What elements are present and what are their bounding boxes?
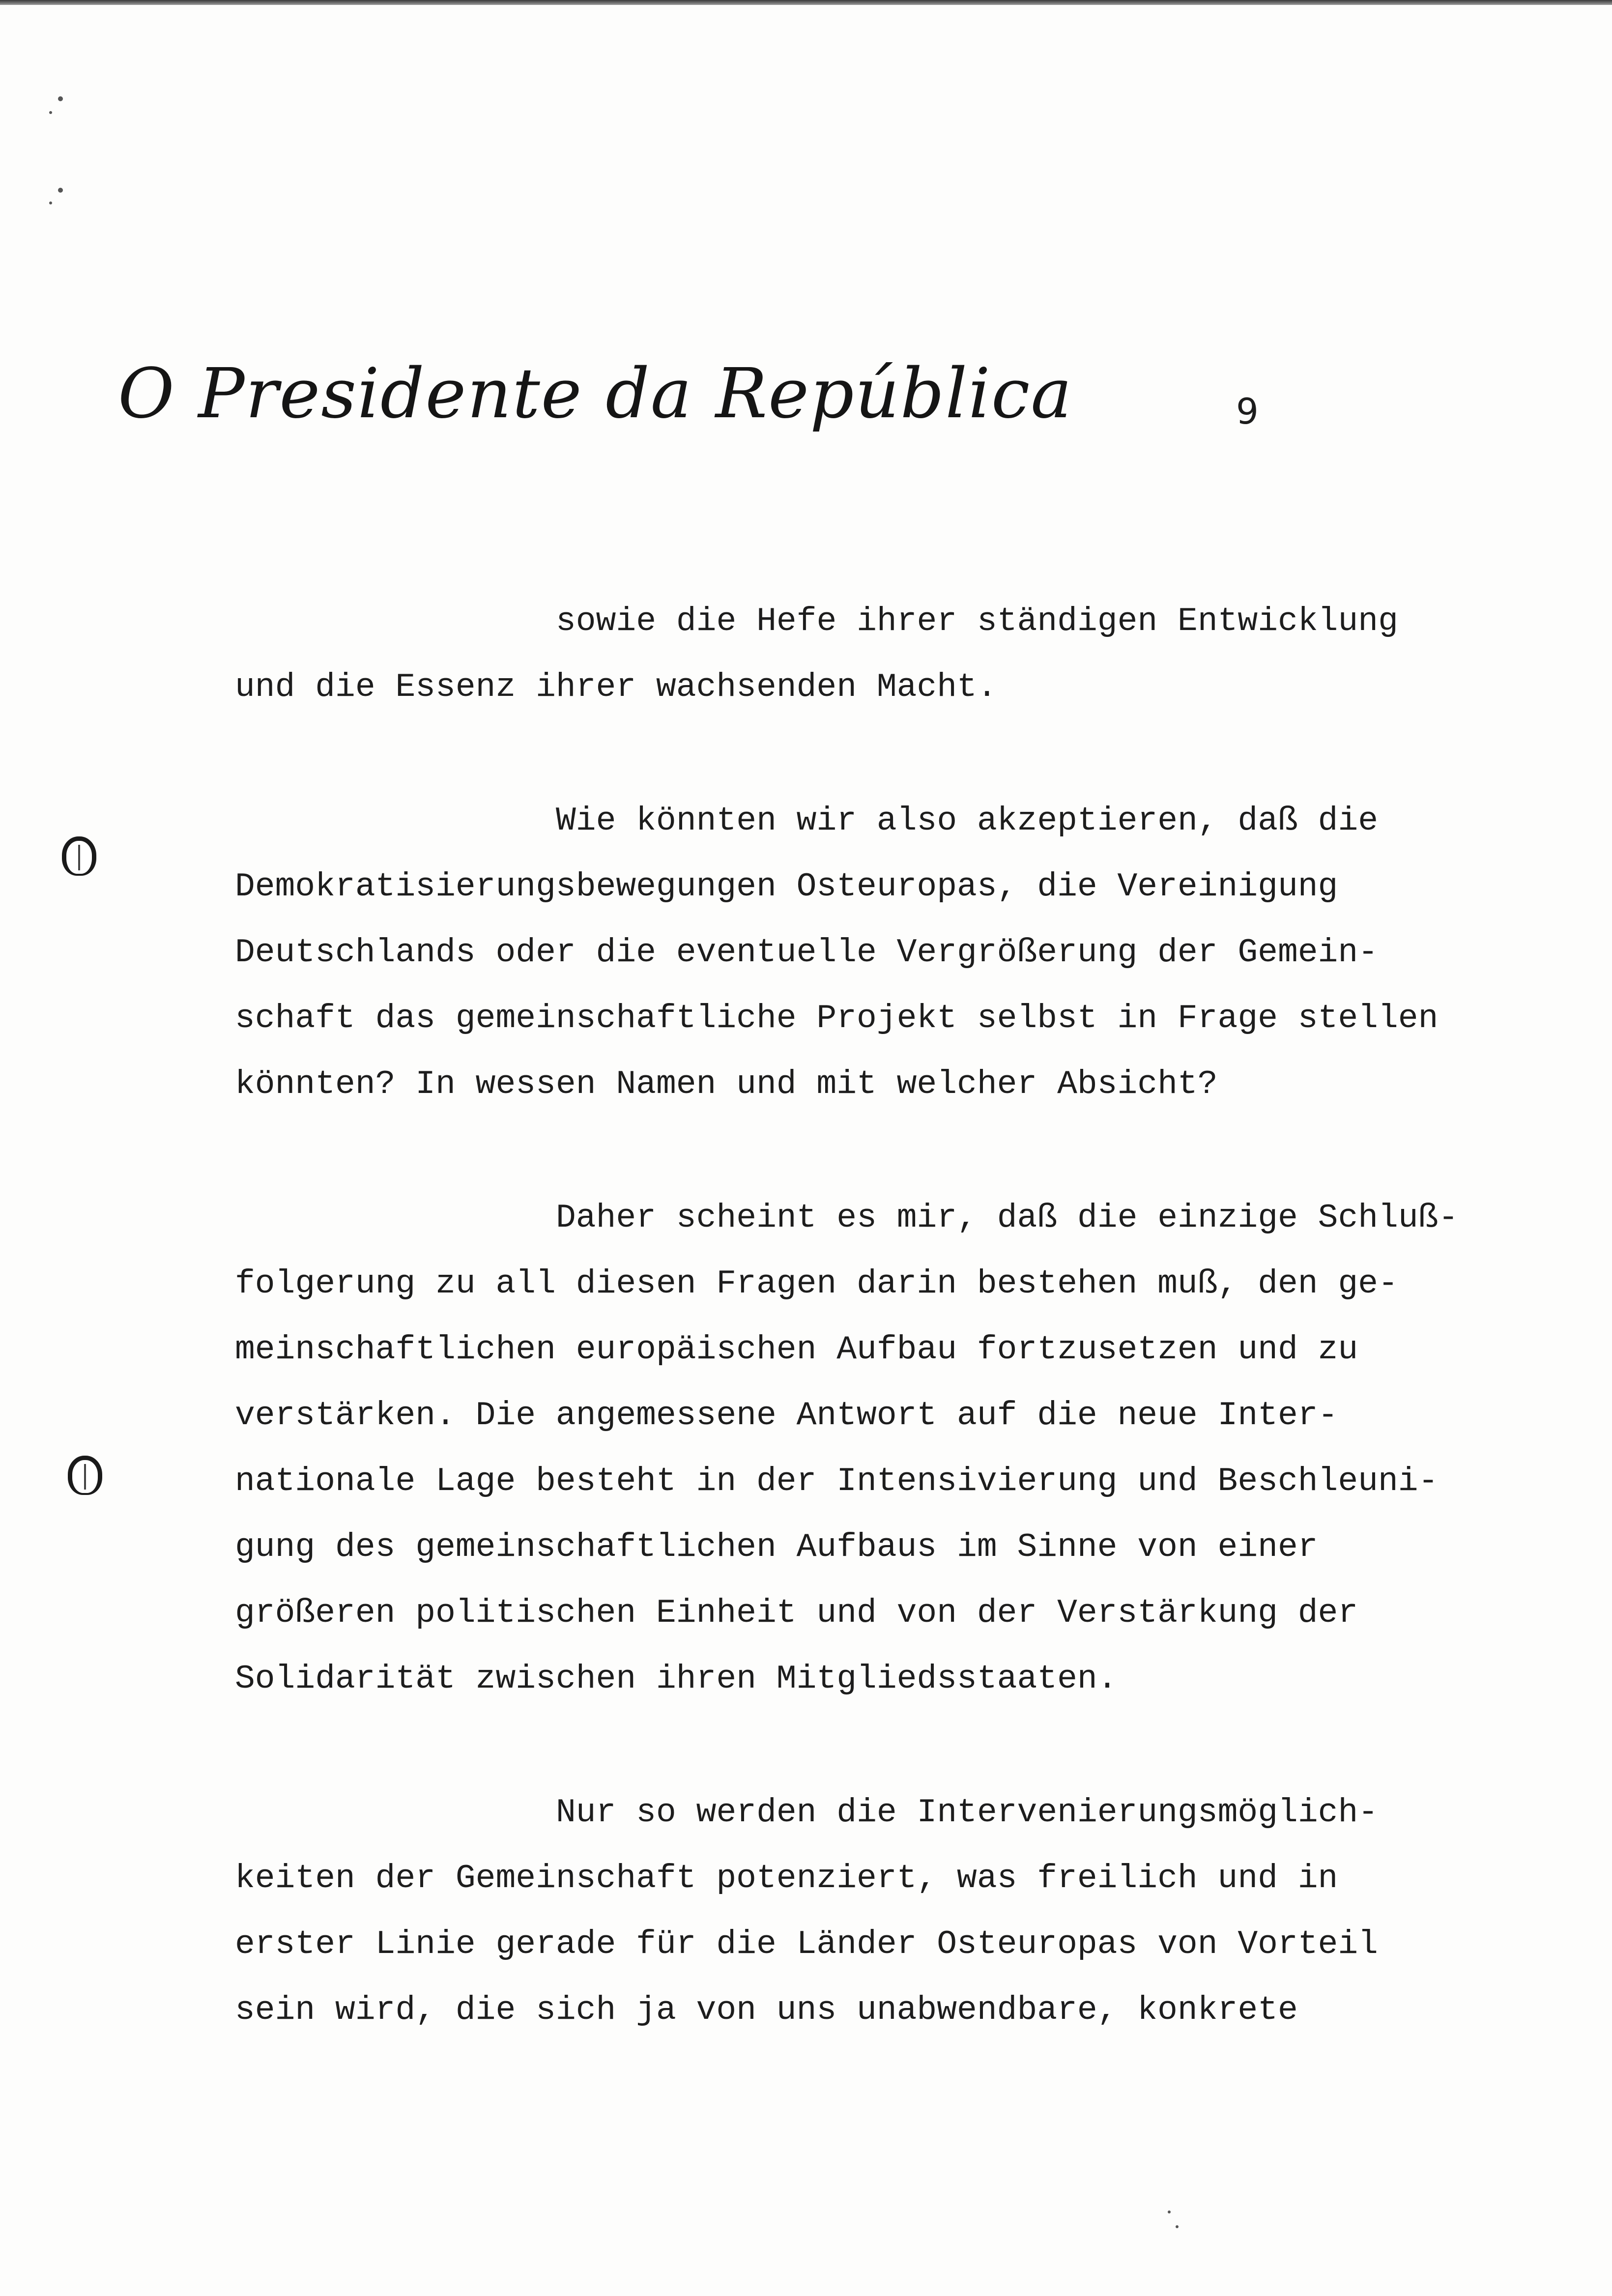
- scan-speck: [1168, 2210, 1171, 2213]
- scan-speck: [58, 188, 63, 193]
- text-line: keiten der Gemeinschaft potenziert, was freilich und in: [235, 1860, 1338, 1897]
- punch-hole-top: [62, 836, 96, 876]
- text-line: Demokratisierungsbewegungen Osteuropas, die Vereinigung: [235, 868, 1338, 906]
- scan-speck: [58, 96, 63, 101]
- page-number: 9: [1236, 391, 1259, 432]
- text-line: sowie die Hefe ihrer ständigen Entwicklung: [556, 603, 1398, 640]
- paragraph-1: [235, 589, 1513, 720]
- text-line: erster Linie gerade für die Länder Osteuropas von Vorteil: [235, 1925, 1378, 1963]
- text-line: nationale Lage besteht in der Intensivierung und Beschleuni-: [235, 1463, 1439, 1500]
- letter-body: [235, 589, 1513, 2043]
- text-line: Nur so werden die Intervenierungsmöglich-: [556, 1794, 1379, 1832]
- text-line: größeren politischen Einheit und von der Verstärkung der: [235, 1594, 1358, 1632]
- text-line: Solidarität zwischen ihren Mitgliedsstaaten.: [235, 1660, 1118, 1698]
- text-line: Deutschlands oder die eventuelle Vergrößerung der Gemein-: [235, 934, 1378, 972]
- text-line: Wie könnten wir also akzeptieren, daß die: [556, 802, 1379, 840]
- paragraph-2: [235, 788, 1513, 1118]
- punch-hole-bottom: [68, 1456, 102, 1495]
- text-line: sein wird, die sich ja von uns unabwendbare, konkrete: [235, 1991, 1298, 2029]
- scan-speck: [49, 201, 52, 204]
- scan-speck: [49, 111, 52, 114]
- scan-speck: [1176, 2225, 1179, 2228]
- text-line: folgerung zu all diesen Fragen darin bestehen muß, den ge-: [235, 1265, 1398, 1303]
- letterhead: O Presidente da República: [118, 354, 1073, 434]
- text-line: und die Essenz ihrer wachsenden Macht.: [235, 668, 997, 706]
- paragraph-4: [235, 1780, 1513, 2043]
- text-line: meinschaftlichen europäischen Aufbau fortzusetzen und zu: [235, 1331, 1358, 1369]
- text-line: schaft das gemeinschaftliche Projekt selbst in Frage stellen: [235, 1000, 1439, 1037]
- text-line: Daher scheint es mir, daß die einzige Schluß-: [556, 1199, 1459, 1237]
- text-line: könnten? In wessen Namen und mit welcher Absicht?: [235, 1065, 1218, 1103]
- text-line: verstärken. Die angemessene Antwort auf die neue Inter-: [235, 1397, 1338, 1435]
- scan-top-edge: [0, 0, 1612, 5]
- paragraph-3: [235, 1185, 1513, 1712]
- text-line: gung des gemeinschaftlichen Aufbaus im Sinne von einer: [235, 1528, 1318, 1566]
